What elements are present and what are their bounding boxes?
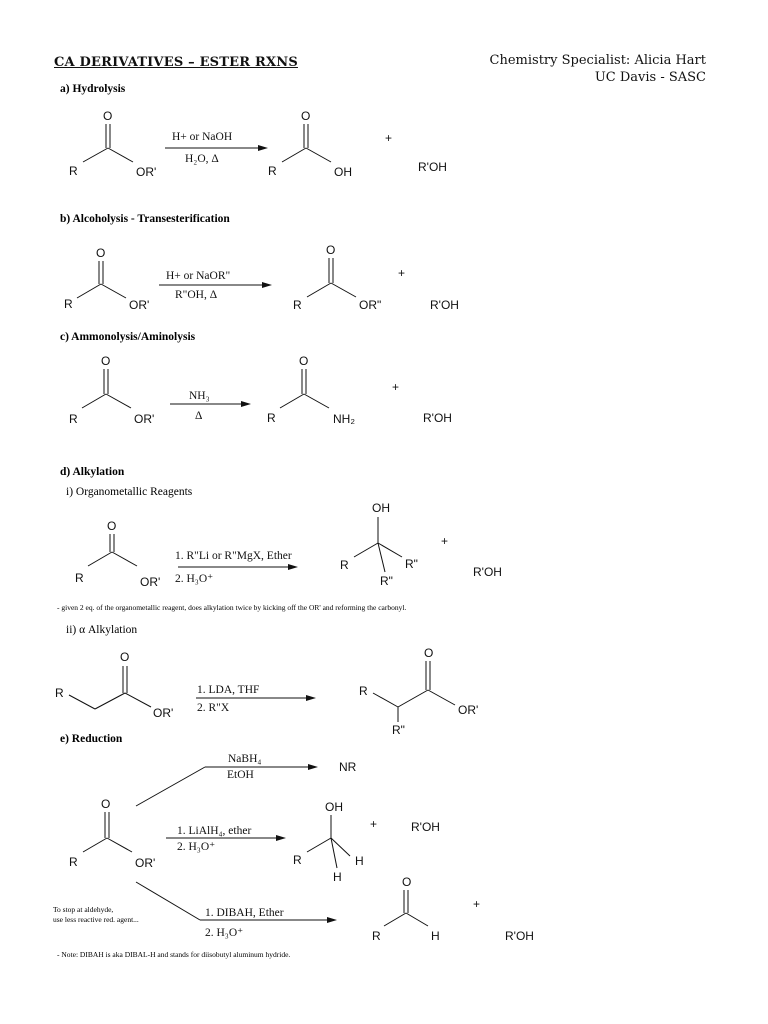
note-aldehyde-hint-2: use less reactive red. agent... [53,915,139,924]
reaction-arrow [276,835,286,841]
atom-r-new-2: R" [380,574,393,588]
ester-reactant [75,519,160,589]
atom-oh: OH [372,501,390,515]
alcohol-byproduct: R'OH [423,411,452,425]
atom-or: OR' [129,298,150,312]
reaction-arrow [262,282,272,288]
plus-sign: + [441,534,449,548]
atom-or: OR' [134,412,155,426]
atom-o: O [402,875,412,889]
atom-o: O [101,797,111,811]
amide-product [267,354,355,426]
atom-r: R [372,929,381,943]
conditions-bottom: H₂O, Δ [185,153,219,165]
atom-r: R [293,298,302,312]
subsection-alpha-alkylation: ii) α Alkylation [66,624,138,636]
reaction-arrow [306,695,316,701]
alcohol-byproduct: R'OH [418,160,447,174]
ester-reactant [55,650,173,720]
conditions-bottom: Δ [195,410,203,422]
conditions-top: 1. LiAlH₄, ether [177,825,252,837]
reaction-arrow [288,564,298,570]
acid-product [268,109,352,179]
atom-or: OR' [140,575,161,589]
alcohol-byproduct: R'OH [473,565,502,579]
ester-reactant [69,797,155,870]
section-aminolysis: c) Ammonolysis/Aminolysis [60,331,196,343]
atom-o: O [299,354,309,368]
atom-o: O [326,243,336,257]
note-dibah: - Note: DIBAH is aka DIBAL-H and stands for diisobutyl aluminum hydride. [57,950,291,959]
atom-or: OR' [458,703,479,717]
conditions-bottom: R"OH, Δ [175,289,218,301]
atom-o: O [301,109,311,123]
ester-reactant [64,246,149,312]
atom-r: R [69,164,78,178]
no-reaction: NR [339,760,357,774]
section-hydrolysis: a) Hydrolysis [60,83,126,95]
atom-r: R [268,164,277,178]
atom-r: R [64,297,73,311]
atom-nh2: NH₂ [333,412,355,426]
atom-h: H [431,929,440,943]
primary-alcohol-product [293,800,364,884]
atom-oh: OH [325,800,343,814]
aldehyde-product [372,875,440,943]
conditions-top: H+ or NaOR" [166,270,231,282]
reaction-alcoholysis [64,243,459,312]
reaction-organometallic [75,501,502,589]
reaction-arrow [258,145,268,151]
conditions-top: 1. DIBAH, Ether [205,907,284,919]
atom-o: O [107,519,117,533]
plus-sign: + [370,817,378,831]
section-reduction: e) Reduction [60,733,123,745]
atom-or: OR' [135,856,156,870]
conditions-top: NH₃ [189,390,210,402]
conditions-bottom: 2. H₃O⁺ [205,927,244,939]
conditions-bottom: 2. R"X [197,702,230,714]
atom-oh: OH [334,165,352,179]
atom-o: O [96,246,106,260]
author-name: Chemistry Specialist: Alicia Hart [489,53,706,68]
reaction-aminolysis [69,354,452,426]
conditions-bottom: 2. H₃O⁺ [177,841,216,853]
ester-reactant [69,354,154,426]
atom-r: R [69,855,78,869]
plus-sign: + [398,266,406,280]
alcohol-byproduct: R'OH [411,820,440,834]
reaction-reduction [69,753,534,943]
note-aldehyde-hint-1: To stop at aldehyde, [53,905,114,914]
ester-reactant [69,109,156,179]
atom-r: R [293,853,302,867]
reaction-arrow [241,401,251,407]
plus-sign: + [385,131,393,145]
plus-sign: + [473,897,481,911]
section-alcoholysis: b) Alcoholysis - Transesterification [60,213,230,225]
atom-r: R [75,571,84,585]
atom-or: OR' [153,706,174,720]
atom-o: O [424,646,434,660]
atom-h: H [333,870,342,884]
atom-or: OR' [136,165,157,179]
atom-r: R [55,686,64,700]
atom-r: R [267,411,276,425]
conditions-top: H+ or NaOH [172,131,233,143]
conditions-top: 1. R"Li or R"MgX, Ether [175,550,292,562]
atom-h: H [355,854,364,868]
atom-o: O [103,109,113,123]
reaction-alpha-alkylation [55,646,478,737]
atom-r: R [359,684,368,698]
reaction-arrow [308,764,318,770]
ester-product [293,243,381,312]
atom-r: R [69,412,78,426]
plus-sign: + [392,380,400,394]
note-organometallic: - given 2 eq. of the organometallic reagent, does alkylation twice by kicking off the OR' and reforming the carbonyl. [57,603,407,612]
reaction-arrow [327,917,337,923]
subsection-organometallic: i) Organometallic Reagents [66,486,193,498]
alcohol-byproduct: R'OH [430,298,459,312]
atom-r-new: R" [392,723,405,737]
conditions-bottom: 2. H₃O⁺ [175,573,214,585]
author-affiliation: UC Davis - SASC [594,70,706,85]
section-alkylation: d) Alkylation [60,466,125,478]
conditions-top: 1. LDA, THF [197,684,260,696]
alcohol-byproduct: R'OH [505,929,534,943]
alkylated-ester-product [359,646,478,737]
atom-o: O [101,354,111,368]
reaction-hydrolysis [69,109,447,179]
tertiary-alcohol-product [340,501,418,588]
page-title: CA DERIVATIVES – ESTER RXNS [54,55,298,70]
conditions-top: NaBH₄ [228,753,262,765]
atom-or-new: OR" [359,298,382,312]
conditions-bottom: EtOH [227,769,254,781]
atom-r: R [340,558,349,572]
atom-o: O [120,650,130,664]
atom-r-new-1: R" [405,557,418,571]
